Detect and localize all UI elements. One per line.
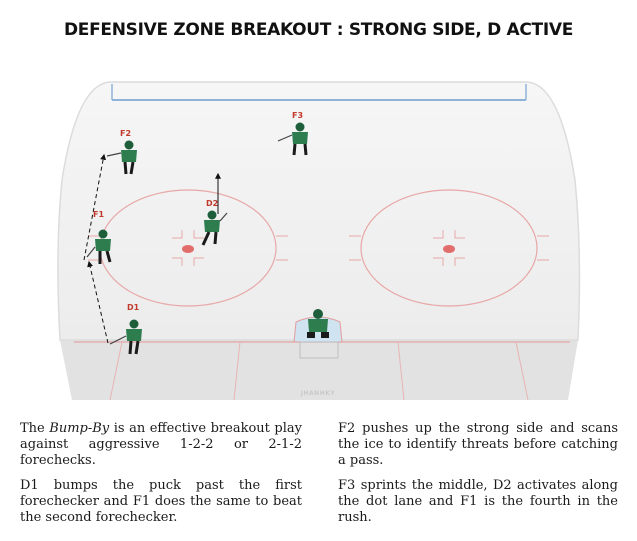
page-title: DEFENSIVE ZONE BREAKOUT : STRONG SIDE, D ACTIVE: [63, 20, 574, 40]
paragraph-text: The: [20, 421, 50, 436]
paragraph-f3-d2: F3 sprints the middle, D2 activates along the dot lane and F1 is the fourth in the rush.: [338, 478, 618, 525]
player-label-f3: F3: [292, 111, 304, 120]
player-label-d2: D2: [206, 199, 219, 208]
paragraph-f2: F2 pushes up the strong side and scans the ice to identify threats before catching a pass.: [338, 421, 618, 468]
player-label-f2: F2: [120, 129, 132, 138]
description-right: [338, 421, 618, 535]
rink-diagram: [0, 60, 637, 405]
player-label-d1: D1: [127, 303, 140, 312]
watermark: JHANHKY: [300, 390, 336, 397]
paragraph-text: is an effective breakout play against aggressive 1-2-2 or 2-1-2 forechecks.: [20, 421, 302, 468]
play-name: Bump-By: [49, 421, 110, 436]
paragraph-d1-f1: D1 bumps the puck past the first forechecker and F1 does the same to beat the second forechecker.: [20, 478, 302, 525]
player-label-f1: F1: [93, 210, 105, 219]
paragraph-bump-by: [20, 421, 302, 469]
description-left: [20, 421, 302, 535]
